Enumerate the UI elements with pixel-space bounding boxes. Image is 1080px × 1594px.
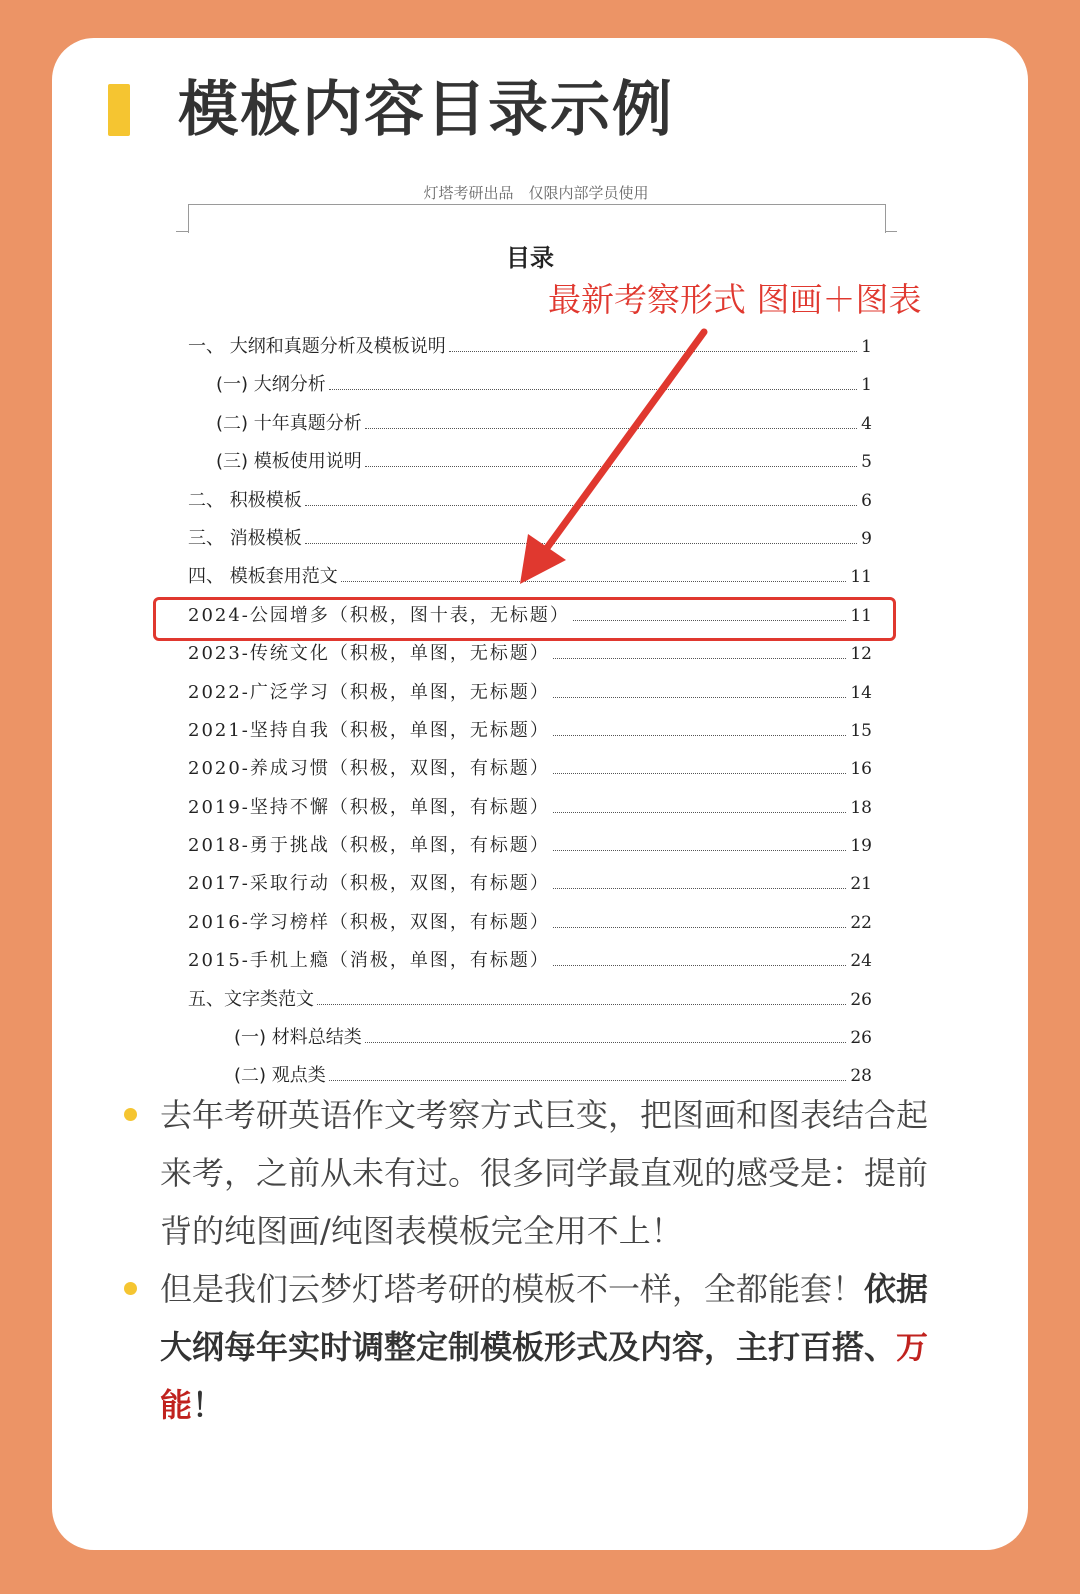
toc-heading: 目录 xyxy=(506,243,554,272)
toc-entry xyxy=(188,716,872,754)
toc-page-number: 16 xyxy=(850,759,872,780)
toc-leader xyxy=(365,1042,847,1043)
toc-page-number: 22 xyxy=(850,912,872,933)
toc-page-number: 6 xyxy=(861,490,872,511)
toc-leader xyxy=(317,1004,846,1005)
toc-page-number: 5 xyxy=(861,452,872,473)
toc-page-number: 26 xyxy=(850,1028,872,1049)
toc-leader xyxy=(329,1080,847,1081)
bullet-list xyxy=(118,1086,938,1434)
bullet-text: 但是我们云梦灯塔考研的模板不一样，全都能套！ xyxy=(160,1270,865,1308)
toc-page-number: 28 xyxy=(850,1066,872,1087)
bullet-item xyxy=(118,1086,938,1260)
toc-page-number: 24 xyxy=(850,951,872,972)
toc-page-number: 11 xyxy=(850,567,872,588)
toc-leader xyxy=(553,697,846,698)
toc-entry xyxy=(188,831,872,869)
toc-entry-label: 2023-传统文化（积极，单图，无标题） xyxy=(188,643,550,665)
toc-entry-label: 2024-公园增多（积极，图十表，无标题） xyxy=(188,604,570,626)
bullet-end-mark: ！ xyxy=(192,1386,225,1424)
toc-entry-label: 2015-手机上瘾（消极，单图，有标题） xyxy=(188,950,550,972)
annotation-arrow-icon xyxy=(52,38,1028,678)
toc-page-number: 1 xyxy=(861,375,872,396)
toc-entry-label: 一、 大纲和真题分析及模板说明 xyxy=(188,336,446,357)
toc-entry-label: 2019-坚持不懈（积极，单图，有标题） xyxy=(188,796,550,818)
bullet-bold-text: 依据大纲每年实时调整定制模板形式及内容，主打百搭、 xyxy=(160,1270,929,1366)
toc-entry-label: (三) 模板使用说明 xyxy=(216,451,362,473)
toc-page-number: 9 xyxy=(861,528,872,549)
toc-entry xyxy=(188,793,872,831)
toc-entry-label: 二、 积极模板 xyxy=(188,489,302,511)
toc-entry-label: (一) 材料总结类 xyxy=(234,1027,362,1049)
toc-leader xyxy=(553,850,846,851)
toc-page-number: 14 xyxy=(850,682,872,703)
page-title: 模板内容目录示例 xyxy=(178,75,674,145)
toc-page-number: 4 xyxy=(861,413,872,434)
toc-entry-label: 三、 消极模板 xyxy=(188,527,302,549)
toc-leader xyxy=(553,812,846,813)
toc-entry-label: (二) 观点类 xyxy=(234,1065,326,1087)
content-card xyxy=(52,38,1028,1550)
toc-entry xyxy=(188,985,872,1023)
toc-entry xyxy=(188,754,872,792)
toc-page-number: 26 xyxy=(850,989,872,1010)
toc-entry-label: 2021-坚持自我（积极，单图，无标题） xyxy=(188,719,550,741)
toc-leader xyxy=(553,735,846,736)
toc-leader xyxy=(553,965,846,966)
toc-page-number: 12 xyxy=(850,644,872,665)
toc-leader xyxy=(553,927,846,928)
toc-entry-label: (二) 十年真题分析 xyxy=(216,412,362,434)
toc-entry-label: 2017-采取行动（积极，双图，有标题） xyxy=(188,873,550,895)
bullet-item xyxy=(118,1260,938,1434)
toc-entry-label: (一) 大纲分析 xyxy=(216,374,326,396)
toc-entry-label: 2018-勇于挑战（积极，单图，有标题） xyxy=(188,835,550,857)
bullet-dot-icon xyxy=(124,1282,137,1295)
toc-entry xyxy=(188,908,872,946)
bullet-dot-icon xyxy=(124,1108,137,1121)
toc-page-number: 21 xyxy=(850,874,872,895)
toc-entry xyxy=(188,678,872,716)
annotation-label: 最新考察形式 图画＋图表 xyxy=(548,280,922,319)
toc-entry-label: 2020-养成习惯（积极，双图，有标题） xyxy=(188,758,550,780)
toc-leader xyxy=(553,888,846,889)
toc-entry-label: 四、 模板套用范文 xyxy=(188,566,338,588)
toc-entry-label: 2016-学习榜样（积极，双图，有标题） xyxy=(188,911,550,933)
bullet-text: 去年考研英语作文考察方式巨变，把图画和图表结合起来考，之前从未有过。很多同学最直观的感受是：提前背的纯图画/纯图表模板完全用不上！ xyxy=(160,1096,929,1250)
bullet-highlight-text: 万能 xyxy=(160,1328,929,1424)
toc-page-number: 18 xyxy=(850,797,872,818)
toc-entry xyxy=(188,946,872,984)
toc-page-number: 1 xyxy=(861,337,872,357)
document-header: 灯塔考研出品 仅限内部学员使用 xyxy=(423,184,649,202)
toc-page-number: 15 xyxy=(850,720,872,741)
toc-page-number: 19 xyxy=(850,836,872,857)
toc-page-number: 11 xyxy=(850,605,872,626)
toc-entry-label: 2022-广泛学习（积极，单图，无标题） xyxy=(188,681,550,703)
toc-entry-label: 五、文字类范文 xyxy=(188,988,314,1010)
toc-leader xyxy=(553,773,846,774)
toc-entry xyxy=(188,869,872,907)
toc-entry xyxy=(188,1023,872,1061)
